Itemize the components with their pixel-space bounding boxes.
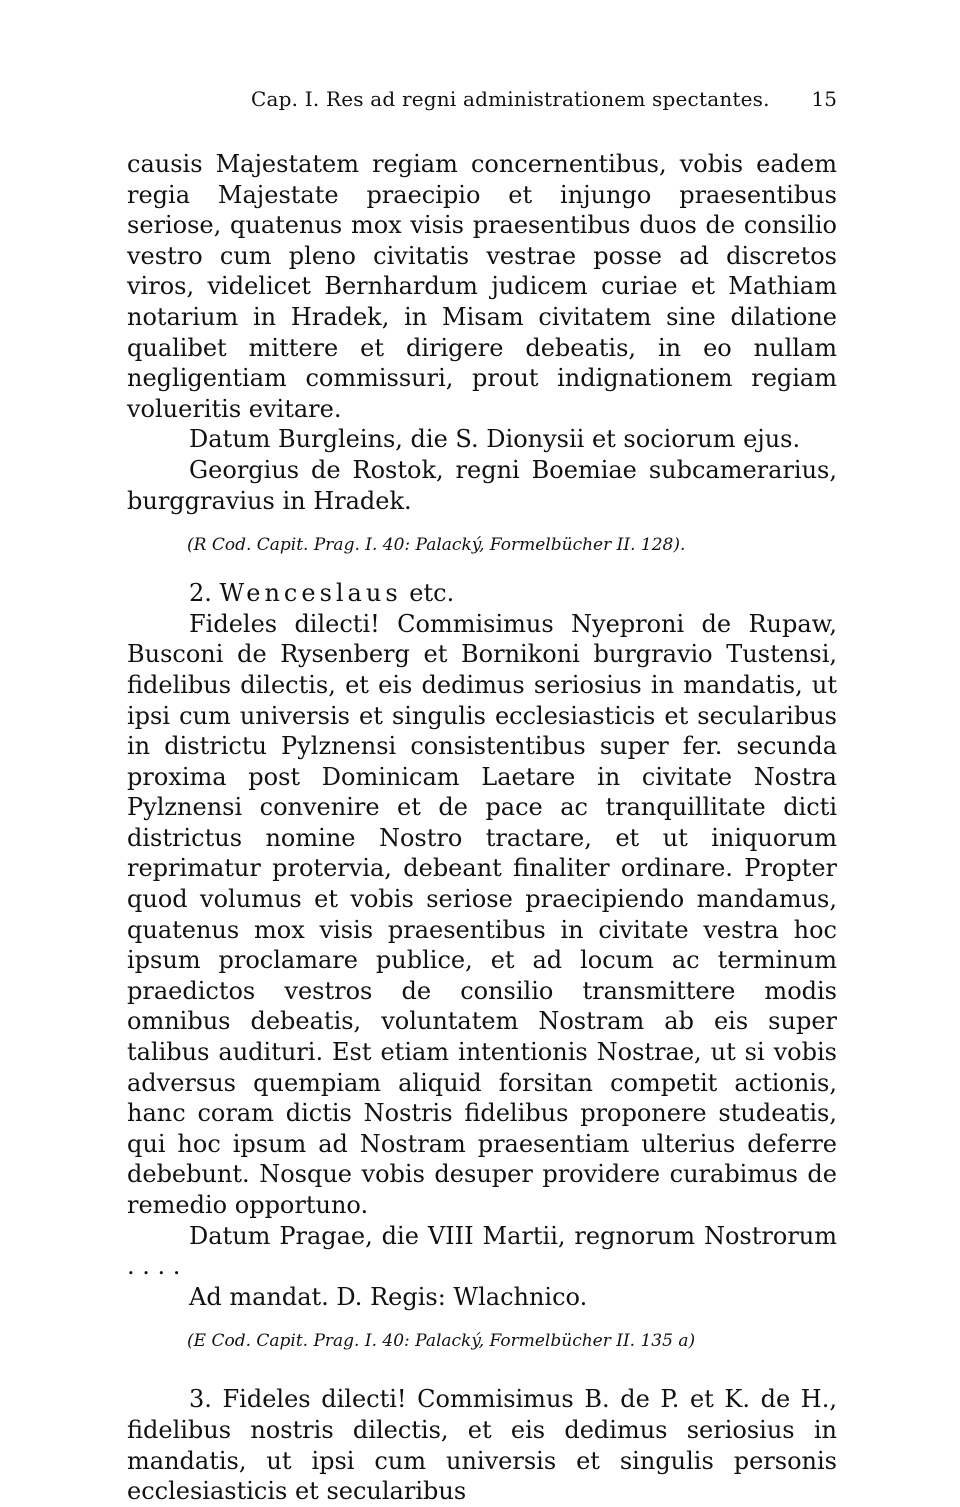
- running-head: Cap. I. Res ad regni administrationem spectantes.: [251, 87, 770, 111]
- page-number: 15: [811, 87, 837, 111]
- body-text: [127, 149, 837, 1507]
- letter-1-continuation: causis Majestatem regiam concernentibus, vobis eadem regia Majestate praecipio et injungo praesentibus seriose, quatenus mox visis praesentibus duos de consilio vestro cum pleno civitatis vestrae posse ad discretos viros, videlicet Bernhardum judicem curiae et Mathiam notarium in Hradek, in Misam civitatem sine dilatione qualibet mittere et dirigere debeatis, in eo nullam negligentiam commissuri, prout indignationem regiam volueritis evitare.: [127, 150, 837, 423]
- letter-1-signature: Georgius de Rostok, regni Boemiae subcamerarius, burggravius in Hradek.: [127, 455, 837, 515]
- letter-2-sender-suffix: etc.: [409, 579, 455, 608]
- letter-1-datum: Datum Burgleins, die S. Dionysii et sociorum ejus.: [189, 425, 801, 454]
- letter-2-sender: Wenceslaus: [219, 579, 402, 608]
- letter-2-mandate: Ad mandat. D. Regis: Wlachnico.: [189, 1282, 588, 1311]
- letter-2-datum: Datum Pragae, die VIII Martii, regnorum Nostrorum . . . .: [127, 1221, 837, 1281]
- letter-2-heading: [127, 578, 837, 609]
- letter-2-citation: (E Cod. Capit. Prag. I. 40: Palacký, Formelbücher II. 135 a): [187, 1331, 696, 1352]
- letter-2-number: 2.: [189, 579, 212, 608]
- letter-3-body: 3. Fideles dilecti! Commisimus B. de P. et K. de H., fidelibus nostris dilectis, et eis dedimus seriosius in mandatis, ut ipsi cum universis et singulis personis ecclesiasticis et secularibus: [127, 1385, 837, 1506]
- letter-2-body: Fideles dilecti! Commisimus Nyeproni de Rupaw, Busconi de Rysenberg et Bornikoni burgravio Tustensi, fidelibus dilectis, et eis dedimus seriosius in mandatis, ut ipsi cum universis et singulis ecclesiasticis et secularibus in districtu Pylznensi consistentibus super fer. secunda proxima post Dominicam Laetare in civitate Nostra Pylznensi convenire et de pace ac tranquillitate dicti districtus nomine Nostro tractare, et ut iniquorum reprimatur protervia, debeant finaliter ordinare. Propter quod volumus et vobis seriose praecipiendo mandamus, quatenus mox visis praesentibus in civitate vestra hoc ipsum proclamare publice, et ad locum ac terminum praedictos vestros de consilio transmittere modis omnibus debeatis, voluntatem Nostram ab eis super talibus audituri. Est etiam intentionis Nostrae, ut si vobis adversus quempiam aliquid forsitan competit actionis, hanc coram dictis Nostris fidelibus proponere studeatis, qui hoc ipsum ad Nostram praesentiam ulterius deferre debebunt. Nosque vobis desuper providere curabimus de remedio opportuno.: [127, 609, 837, 1219]
- letter-1-citation: (R Cod. Capit. Prag. I. 40: Palacký, Formelbücher II. 128).: [187, 535, 686, 556]
- document-page: [127, 84, 837, 1507]
- page-header: [127, 84, 837, 114]
